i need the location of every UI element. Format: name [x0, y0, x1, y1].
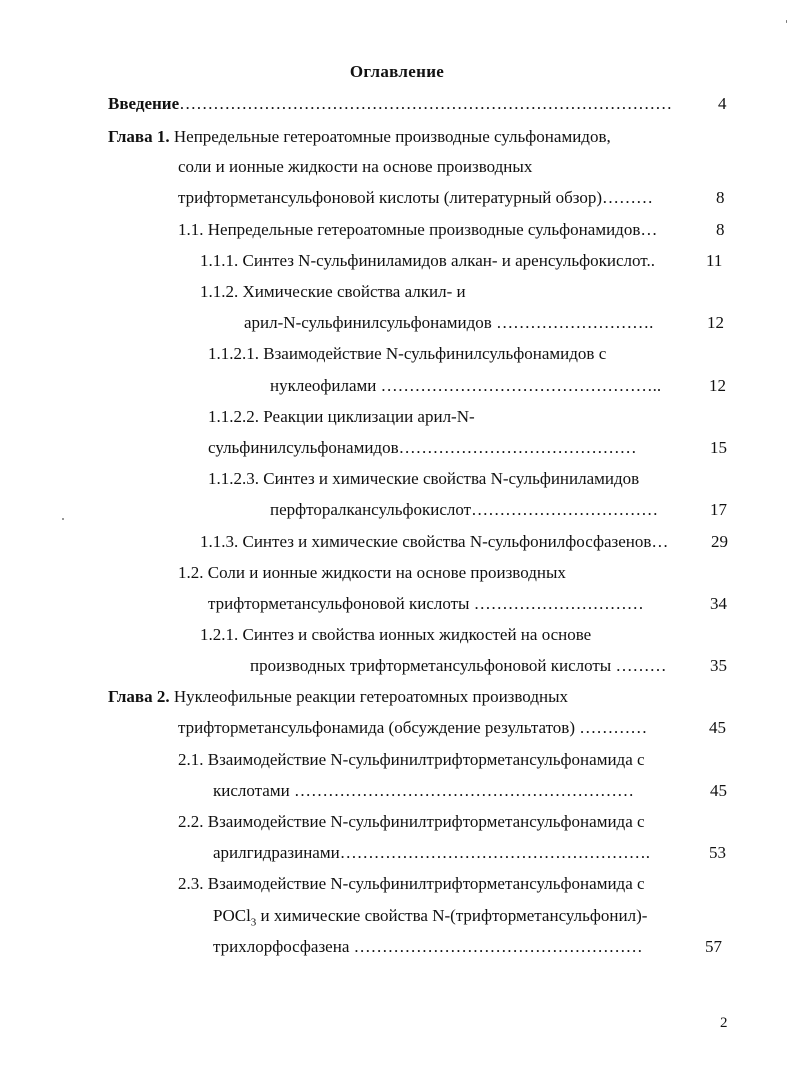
toc-subscript: 3	[250, 916, 257, 929]
toc-heading: Глава 2.	[108, 687, 170, 706]
toc-text: 2.1. Взаимодействие N-сульфинилтрифторметансульфонамида с	[178, 750, 645, 769]
toc-heading: Введение	[108, 94, 180, 113]
toc-text: сульфинилсульфонамидов……………………………………	[208, 438, 637, 457]
page-title: Оглавление	[349, 62, 445, 81]
toc-text: соли и ионные жидкости на основе производных	[178, 157, 533, 176]
toc-entry	[108, 686, 568, 708]
toc-page: 45	[710, 781, 727, 800]
toc-page: 57	[705, 937, 722, 956]
toc-text: 2.3. Взаимодействие N-сульфинилтрифторметансульфонамида с	[178, 874, 645, 893]
toc-page: 35	[710, 656, 727, 675]
toc-text: 2.2. Взаимодействие N-сульфинилтрифторметансульфонамида с	[178, 812, 645, 831]
toc-text: Нуклеофильные реакции гетероатомных производных	[169, 687, 568, 706]
toc-page: 34	[710, 594, 727, 613]
toc-text: Непредельные гетероатомные производные сульфонамидов,	[169, 127, 611, 146]
toc-text: ……………………………………………………………………………	[179, 94, 673, 113]
toc-page: 12	[707, 313, 724, 332]
toc-text: 1.1. Непредельные гетероатомные производные сульфонамидов…	[178, 220, 658, 239]
toc-text: трифторметансульфонамида (обсуждение результатов) …………	[178, 718, 648, 737]
toc-entry	[108, 126, 611, 148]
toc-text: кислотами ……………………………………………………	[213, 781, 634, 800]
scan-speck	[62, 518, 64, 520]
toc-page: 8	[716, 188, 725, 207]
toc-page: 11	[706, 251, 723, 270]
toc-text: 1.1.2. Химические свойства алкил- и	[200, 282, 466, 301]
toc-text: 1.1.2.3. Синтез и химические свойства N-сульфиниламидов	[208, 469, 640, 488]
toc-text: POCl	[213, 906, 251, 925]
toc-text: перфторалкансульфокислот……………………………	[270, 500, 659, 519]
toc-text: трихлорфосфазена ……………………………………………	[213, 937, 643, 956]
toc-entry	[213, 905, 647, 933]
toc-page: 8	[716, 220, 725, 239]
toc-text: 1.2.1. Синтез и свойства ионных жидкостей на основе	[200, 625, 592, 644]
toc-page: 53	[709, 843, 726, 862]
toc-text: нуклеофилами …………………………………………..	[270, 376, 662, 395]
toc-text: 1.1.2.2. Реакции циклизации арил-N-	[208, 407, 475, 426]
toc-page: 45	[709, 718, 726, 737]
toc-page: 12	[709, 376, 726, 395]
toc-heading: Глава 1.	[108, 127, 170, 146]
toc-text: и химические свойства N-(трифторметансульфонил)-	[256, 906, 648, 925]
toc-text: 1.1.2.1. Взаимодействие N-сульфинилсульфонамидов с	[208, 344, 607, 363]
toc-page: 17	[710, 500, 727, 519]
toc-text: арил-N-сульфинилсульфонамидов ……………………….	[244, 313, 654, 332]
toc-page: 15	[710, 438, 727, 457]
toc-page: 4	[718, 94, 727, 113]
scan-speck	[786, 20, 787, 23]
toc-page: 29	[711, 532, 728, 551]
toc-entry	[108, 93, 672, 115]
toc-text: трифторметансульфоновой кислоты (литературный обзор)………	[178, 188, 654, 207]
toc-text: 1.1.1. Синтез N-сульфиниламидов алкан- и аренсульфокислот..	[200, 251, 655, 270]
toc-text: производных трифторметансульфоновой кислоты ………	[250, 656, 667, 675]
page-number: 2	[720, 1015, 728, 1031]
toc-text: арилгидразинами……………………………………………….	[213, 843, 650, 862]
toc-text: 1.2. Соли и ионные жидкости на основе производных	[178, 563, 566, 582]
toc-text: 1.1.3. Синтез и химические свойства N-сульфонилфосфазенов…	[200, 532, 669, 551]
toc-text: трифторметансульфоновой кислоты …………………………	[208, 594, 644, 613]
